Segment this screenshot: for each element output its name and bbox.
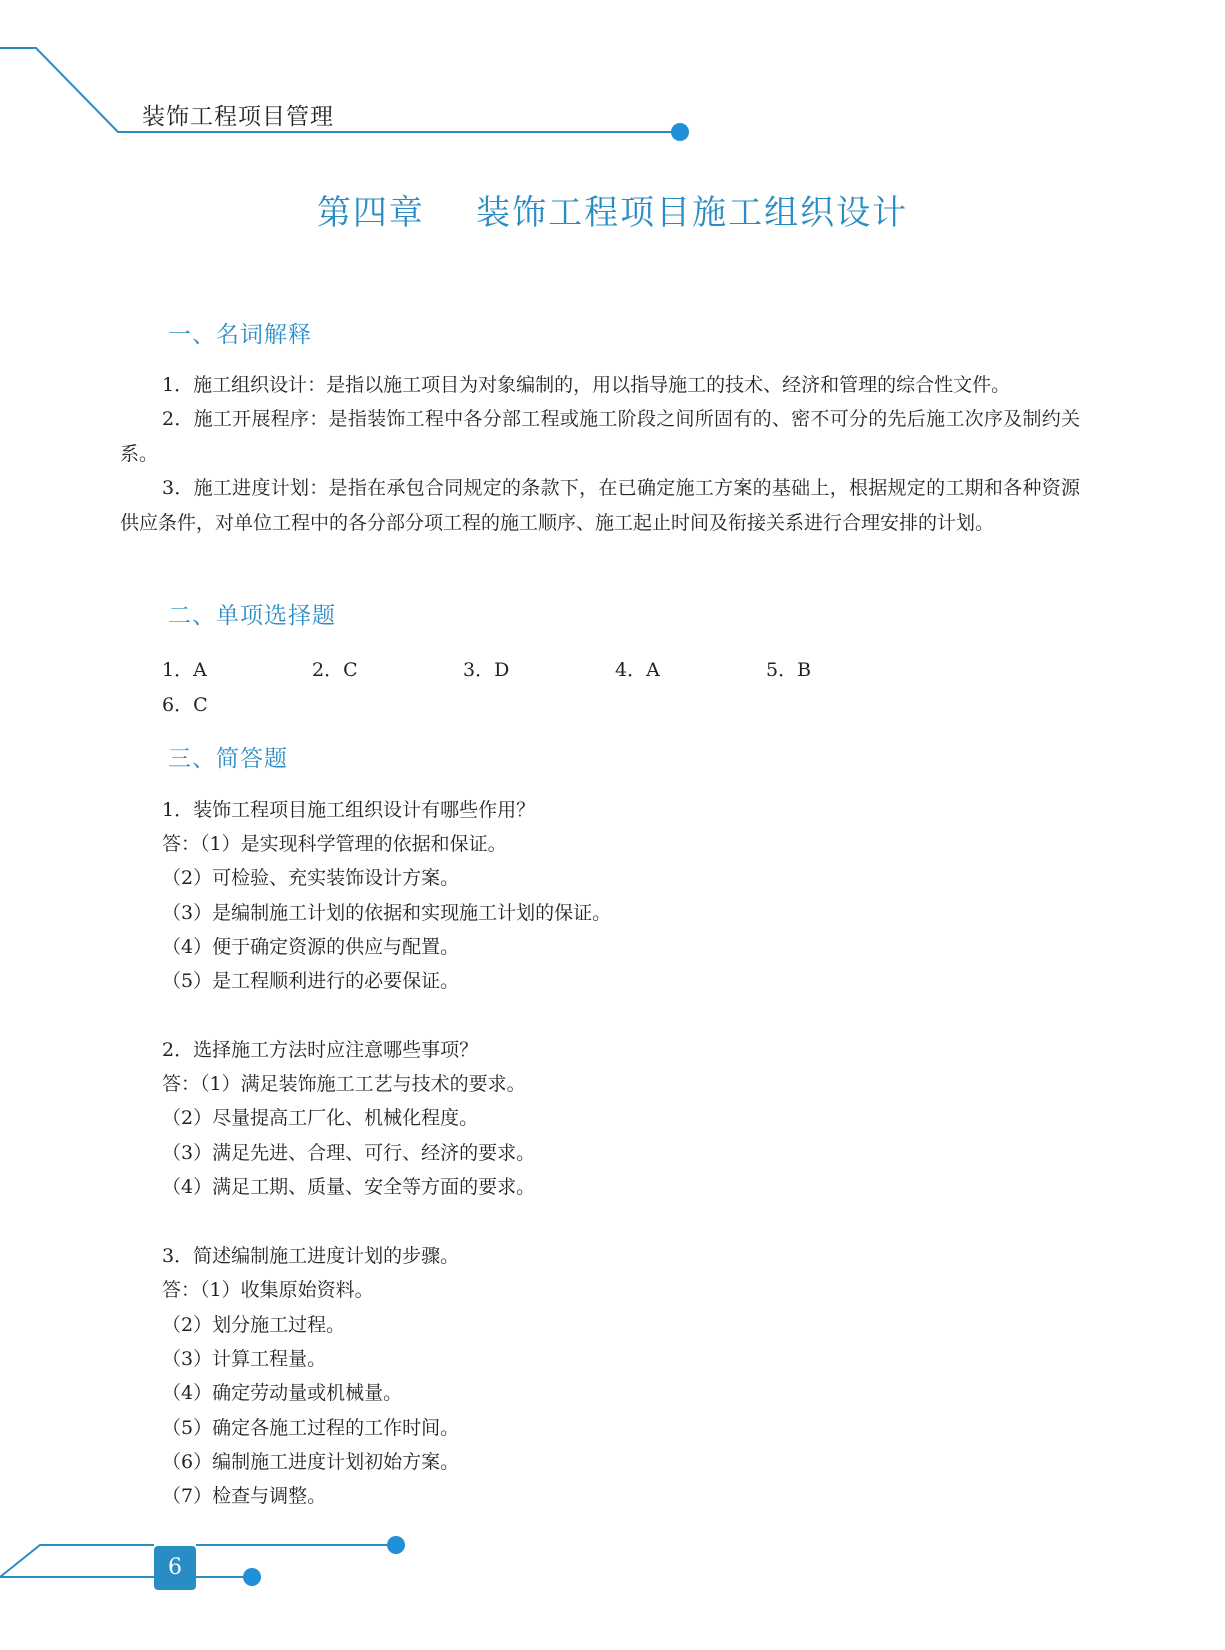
- choice-answer: 6．C: [162, 694, 208, 716]
- section-heading-terms: 一、名词解释: [168, 322, 312, 348]
- answer-line: （2）划分施工过程。: [162, 1314, 346, 1336]
- choice-answer: 5．B: [766, 659, 812, 681]
- question-text: 3．简述编制施工进度计划的步骤。: [162, 1245, 460, 1267]
- question-text: 2．选择施工方法时应注意哪些事项？: [162, 1039, 479, 1061]
- answer-line: （5）确定各施工过程的工作时间。: [162, 1417, 460, 1439]
- chapter-title: 第四章 装饰工程项目施工组织设计: [316, 193, 909, 233]
- answer-line: （2）可检验、充实装饰设计方案。: [162, 867, 460, 889]
- choice-answer: 3．D: [463, 659, 510, 681]
- answer-line: （4）便于确定资源的供应与配置。: [162, 936, 460, 958]
- section-heading-choices: 二、单项选择题: [168, 603, 336, 629]
- choice-answer: 1．A: [162, 659, 207, 681]
- term-definition: 1．施工组织设计：是指以施工项目为对象编制的，用以指导施工的技术、经济和管理的综合性文件。: [162, 374, 1011, 396]
- footer-dot-upper: [387, 1536, 405, 1554]
- header-dot: [671, 123, 689, 141]
- section-heading-short-answer: 三、简答题: [168, 746, 288, 772]
- answer-line: 答：（1）收集原始资料。: [162, 1279, 374, 1301]
- page-number: 6: [154, 1546, 196, 1590]
- footer-dot-lower: [243, 1568, 261, 1586]
- question-text: 1．装饰工程项目施工组织设计有哪些作用？: [162, 799, 536, 821]
- answer-line: （2）尽量提高工厂化、机械化程度。: [162, 1107, 479, 1129]
- answer-line: 答：（1）是实现科学管理的依据和保证。: [162, 833, 507, 855]
- term-definition: 2．施工开展程序：是指装饰工程中各分部工程或施工阶段之间所固有的、密不可分的先后施工次序及制约关系。: [120, 408, 1080, 465]
- answer-line: （3）是编制施工计划的依据和实现施工计划的保证。: [162, 902, 612, 924]
- answer-line: （7）检查与调整。: [162, 1485, 327, 1507]
- answer-line: （3）计算工程量。: [162, 1348, 327, 1370]
- answer-line: （4）满足工期、质量、安全等方面的要求。: [162, 1176, 536, 1198]
- answer-line: （3）满足先进、合理、可行、经济的要求。: [162, 1142, 536, 1164]
- header-rule: [0, 48, 676, 132]
- term-definition: 3．施工进度计划：是指在承包合同规定的条款下，在已确定施工方案的基础上，根据规定的工期和各种资源供应条件，对单位工程中的各分部分项工程的施工顺序、施工起止时间及衔接关系进行合理安排的计划。: [120, 477, 1080, 534]
- running-header-title: 装饰工程项目管理: [142, 104, 334, 130]
- answer-line: （4）确定劳动量或机械量。: [162, 1382, 403, 1404]
- answer-line: （5）是工程顺利进行的必要保证。: [162, 970, 460, 992]
- answer-line: 答：（1）满足装饰施工工艺与技术的要求。: [162, 1073, 526, 1095]
- choice-answer: 4．A: [615, 659, 660, 681]
- answer-line: （6）编制施工进度计划初始方案。: [162, 1451, 460, 1473]
- choice-answer: 2．C: [312, 659, 358, 681]
